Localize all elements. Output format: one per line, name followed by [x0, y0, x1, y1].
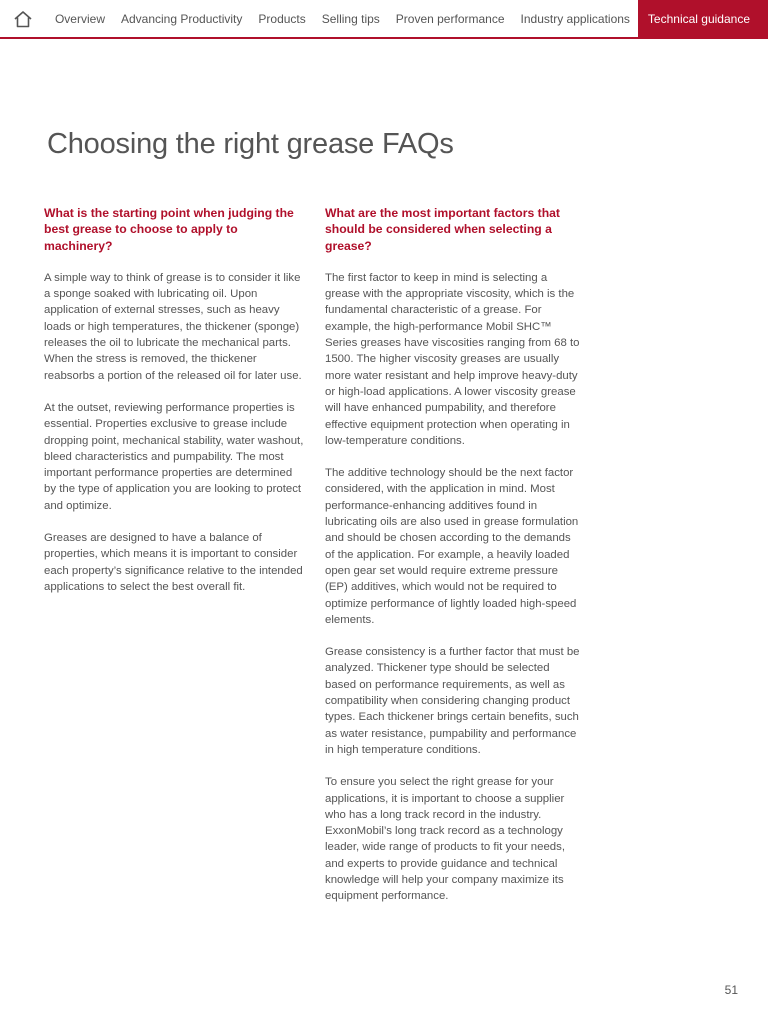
faq-answer-paragraph: At the outset, reviewing performance properties is essential. Properties exclusive to grease include dropping point, mechanical stability, water washout, bleed characteristics and pumpability. The most important performance properties are determined by the type of application you are looking to protect and optimize.: [44, 401, 304, 512]
nav-products[interactable]: Products: [258, 11, 306, 26]
faq-question-starting-point: What is the starting point when judging the best grease to choose to apply to machinery?: [44, 206, 294, 253]
faq-answer-paragraph: The additive technology should be the next factor considered, with the application in mind. Most performance-enhancing additives found in lubricating oils are also used in grease formulation and should be chosen according to the demands of the application. For example, a heavily loaded open gear set would require extreme pressure (EP) additives, which would not be required to optimize performance of lightly loaded high-speed elements.: [325, 467, 579, 626]
nav-proven-performance[interactable]: Proven performance: [395, 11, 505, 26]
top-navigation: [0, 0, 768, 39]
nav-advancing-productivity[interactable]: Advancing Productivity: [120, 11, 243, 26]
faq-answer-paragraph: Greases are designed to have a balance of properties, which means it is important to consider each property’s significance relative to the intended applications to select the best overall fit.: [44, 532, 303, 593]
faq-answer-paragraph: A simple way to think of grease is to consider it like a sponge soaked with lubricating oil. Upon application of external stresses, such as heavy loads or high temperatures, the thickener (sponge) releases the oil to lubricate the mechanical parts. When the stress is removed, the thickener reabsorbs a portion of the released oil for later use.: [44, 271, 302, 382]
page-number: 51: [724, 983, 738, 997]
nav-industry-applications[interactable]: Industry applications: [520, 11, 630, 26]
home-icon: [13, 10, 33, 28]
nav-selling-tips[interactable]: Selling tips: [321, 11, 380, 26]
page-title: Choosing the right grease FAQs: [47, 128, 454, 160]
faq-answer-paragraph: The first factor to keep in mind is selecting a grease with the appropriate viscosity, which is the fundamental characteristic of a grease. For example, the high-performance Mobil SHC™ Series greases have viscosities ranging from 68 to 1500. The higher viscosity greases are usually more water resistant and help improve heavy-duty or high-load applications. A lower viscosity grease will have enhanced pumpability, and therefore effective equipment protection when operating in low-temperature conditions.: [325, 271, 580, 447]
nav-overview[interactable]: Overview: [54, 11, 105, 26]
faq-right-column: [325, 205, 581, 921]
faq-answer-paragraph: Grease consistency is a further factor that must be analyzed. Thickener type should be selected based on performance requirements, as well as compatibility when considering changing product types. Each thickener brings certain benefits, such as water resistance, pumpability and performance in high temperature conditions.: [325, 646, 580, 756]
faq-left-column: [44, 205, 306, 611]
home-button[interactable]: [0, 0, 47, 37]
faq-question-important-factors: What are the most important factors that should be considered when selecting a grease?: [325, 206, 560, 253]
faq-answer-paragraph: To ensure you select the right grease for your applications, it is important to choose a supplier who has a long track record in the industry. ExxonMobil’s long track record as a technology leader, wide range of products to fit your needs, and experts to provide guidance and technical knowledge will help your company maximize its equipment performance.: [325, 776, 565, 903]
nav-technical-guidance[interactable]: Technical guidance: [638, 0, 768, 37]
